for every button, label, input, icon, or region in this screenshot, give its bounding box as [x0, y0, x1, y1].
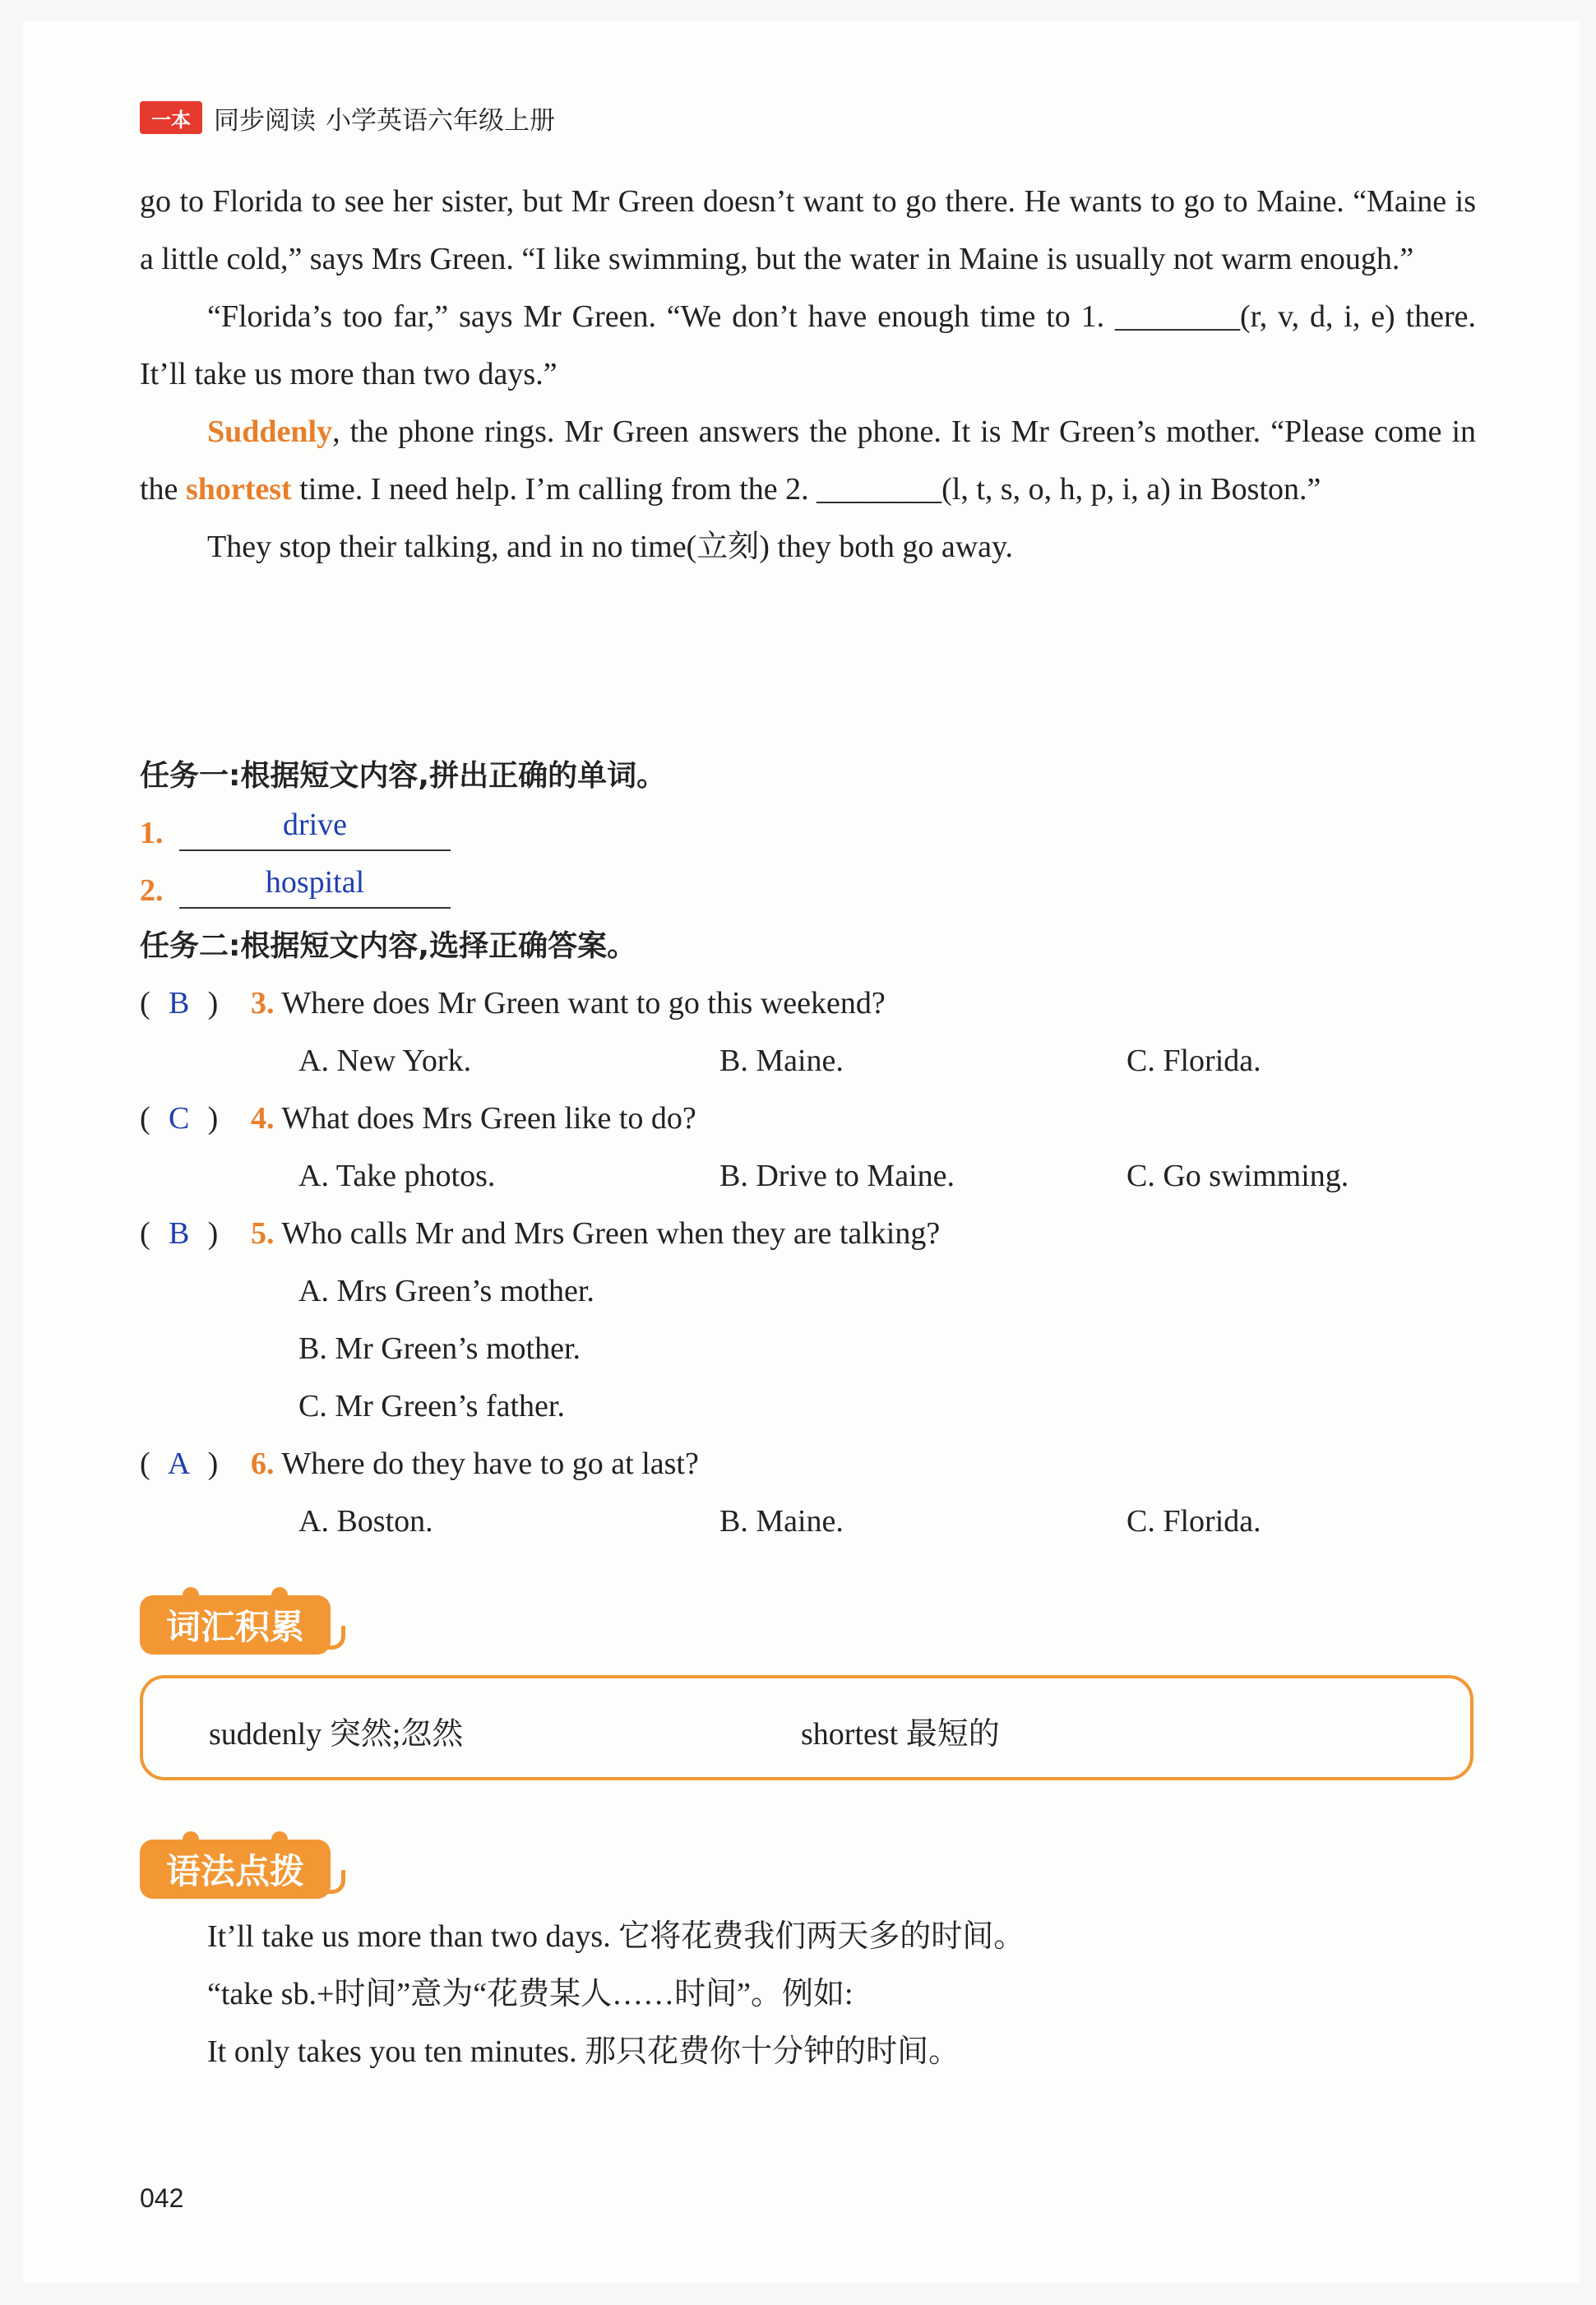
- option-b: B. Drive to Maine.: [719, 1159, 955, 1193]
- option-c: C. Go swimming.: [1126, 1159, 1349, 1193]
- option-b: B. Maine.: [719, 1044, 844, 1078]
- highlight-word-suddenly: Suddenly: [207, 414, 333, 449]
- grammar-notes: [207, 1908, 1025, 2081]
- option-b: B. Mr Green’s mother.: [298, 1331, 581, 1366]
- option-b: B. Maine.: [719, 1504, 844, 1539]
- task2-title: 任务二:根据短文内容,选择正确答案。: [140, 929, 637, 963]
- option-a: A. Mrs Green’s mother.: [298, 1274, 594, 1308]
- question-number: 4.: [251, 1101, 275, 1136]
- passage-paragraph-1: go to Florida to see her sister, but Mr Green doesn’t want to go there. He wants to go to Maine. “Maine is a little cold,” says Mrs Green. “I like swimming, but the water in Maine is usually not warm enough.”: [140, 184, 1476, 276]
- grammar-line-2: “take sb.+时间”意为“花费某人……时间”。例如:: [207, 1977, 854, 2011]
- tag-ear: [183, 1831, 199, 1848]
- option-a: A. Take photos.: [298, 1159, 496, 1193]
- question-text: Who calls Mr and Mrs Green when they are talking?: [281, 1216, 941, 1251]
- task1-item-2: [140, 859, 451, 909]
- paren-close: ): [207, 1446, 219, 1481]
- book-title: 小学英语六年级上册: [326, 105, 555, 136]
- paren-close: ): [207, 1101, 219, 1136]
- option-c: C. Florida.: [1126, 1044, 1261, 1078]
- question-text: What does Mrs Green like to do?: [281, 1101, 696, 1136]
- reading-passage: [140, 173, 1476, 576]
- passage-text: , the phone rings. Mr Green answers the phone. It is Mr Green’s mother. “Please come in the: [140, 414, 1476, 507]
- vocab-section-tag: [140, 1595, 331, 1655]
- item-number: 2.: [140, 873, 164, 908]
- answer-blank: drive: [179, 807, 451, 851]
- paren-open: (: [140, 1216, 150, 1251]
- passage-paragraph-3: [140, 403, 1476, 518]
- grammar-tag-label: 语法点拨: [165, 1851, 304, 1891]
- tag-ear: [183, 1587, 199, 1604]
- paren-open: (: [140, 1446, 150, 1481]
- answer-letter: A: [167, 1446, 191, 1481]
- vocab-tag-label: 词汇积累: [165, 1607, 304, 1647]
- paren-open: (: [140, 986, 150, 1021]
- vocab-box: [140, 1675, 1473, 1780]
- item-number: 1.: [140, 816, 164, 850]
- grammar-line-3: It only takes you ten minutes. 那只花费你十分钟的时间。: [207, 2034, 960, 2069]
- grammar-section-tag: [140, 1840, 331, 1899]
- paren-open: (: [140, 1101, 150, 1136]
- answer-letter: B: [168, 986, 190, 1021]
- option-c: C. Mr Green’s father.: [298, 1389, 565, 1423]
- answer-letter: C: [168, 1101, 190, 1136]
- question-3: [140, 979, 886, 1028]
- question-number: 3.: [251, 986, 275, 1021]
- option-a: A. New York.: [298, 1044, 472, 1078]
- question-number: 5.: [251, 1216, 275, 1251]
- highlight-word-shortest: shortest: [185, 472, 292, 507]
- page-number: 042: [140, 2183, 184, 2213]
- task1-title: 任务一:根据短文内容,拼出正确的单词。: [140, 759, 667, 793]
- passage-paragraph-4: They stop their talking, and in no time(立刻) they both go away.: [207, 530, 1014, 564]
- vocab-item-shortest: shortest 最短的: [801, 1717, 1000, 1752]
- passage-paragraph-2: “Florida’s too far,” says Mr Green. “We don’t have enough time to 1. ________(r, v, d, i, e) there. It’ll take us more than two days.”: [140, 299, 1476, 391]
- grammar-line-1: It’ll take us more than two days. 它将花费我们两天多的时间。: [207, 1919, 1025, 1954]
- question-text: Where do they have to go at last?: [281, 1446, 699, 1481]
- tag-ear: [271, 1587, 288, 1604]
- question-number: 6.: [251, 1446, 275, 1481]
- page-header: [140, 97, 555, 138]
- task1-item-1: [140, 802, 451, 851]
- question-4: [140, 1094, 696, 1143]
- answer-blank: hospital: [179, 864, 451, 909]
- option-a: A. Boston.: [298, 1504, 433, 1539]
- vocab-item-suddenly: suddenly 突然;忽然: [209, 1717, 464, 1752]
- tag-ear: [271, 1831, 288, 1848]
- question-6: [140, 1439, 699, 1488]
- paren-close: ): [207, 1216, 219, 1251]
- series-name: 同步阅读: [214, 105, 316, 136]
- brand-logo: 一本: [140, 101, 202, 134]
- question-5: [140, 1209, 940, 1258]
- question-text: Where does Mr Green want to go this weekend?: [281, 986, 886, 1021]
- paren-close: ): [207, 986, 219, 1021]
- passage-text: time. I need help. I’m calling from the 2. ________(l, t, s, o, h, p, i, a) in Boston.”: [291, 472, 1321, 507]
- option-c: C. Florida.: [1126, 1504, 1261, 1539]
- answer-letter: B: [168, 1216, 190, 1251]
